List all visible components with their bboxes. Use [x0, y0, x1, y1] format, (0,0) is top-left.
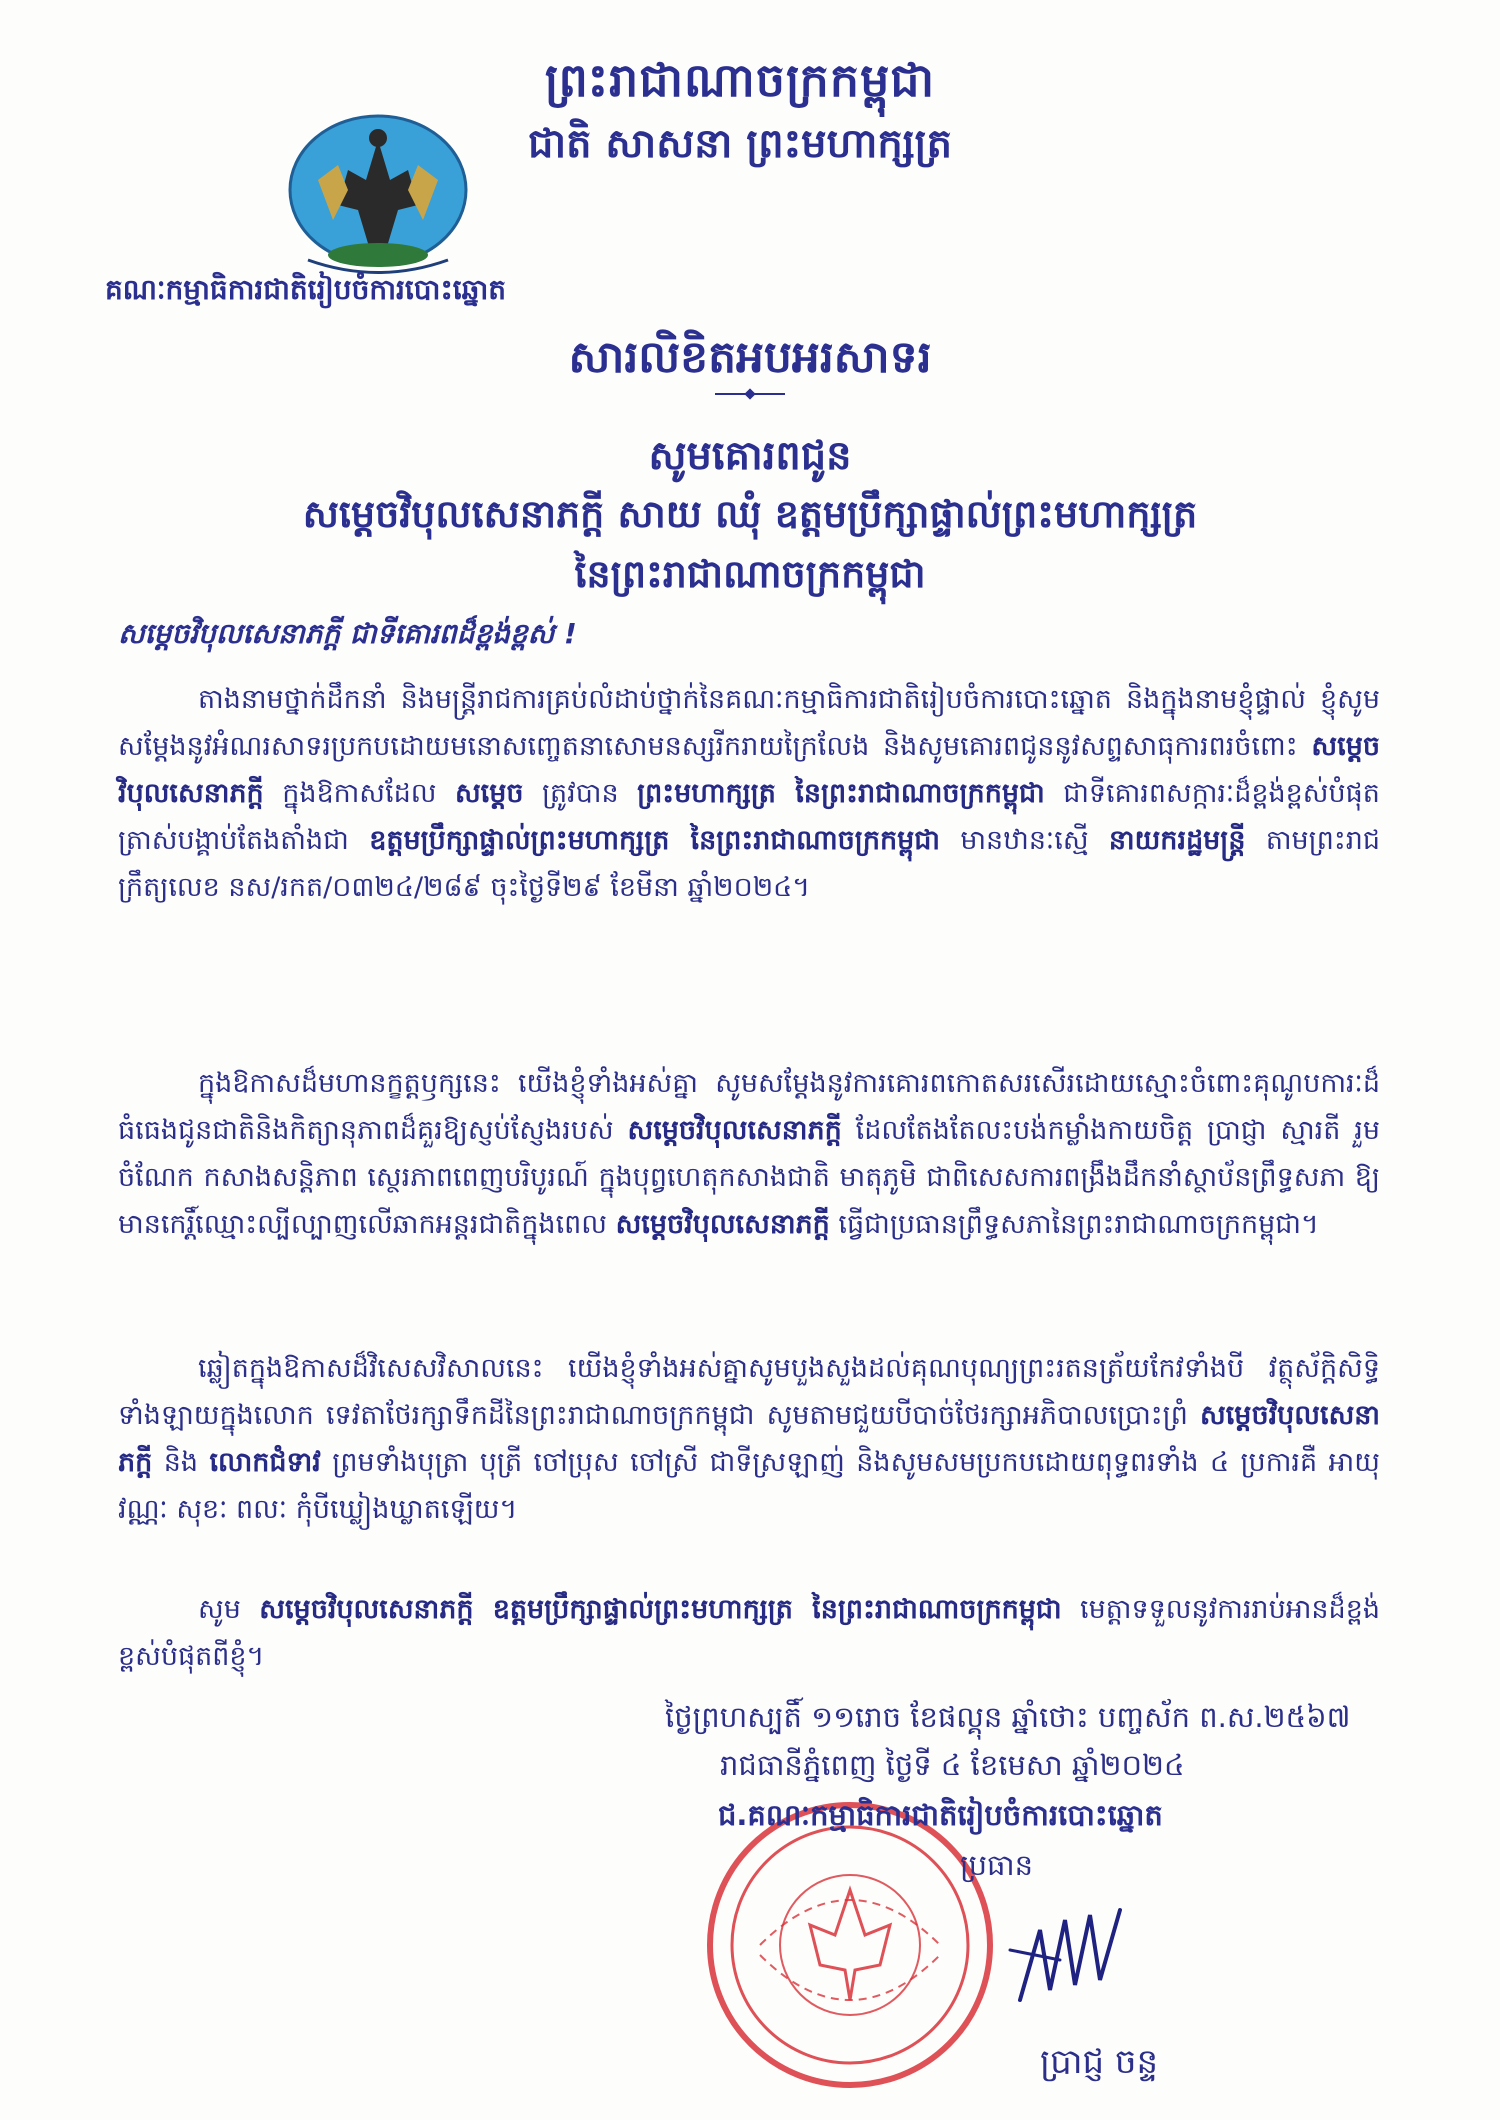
p1-bold-1: សម្តេចវិបុលសេនាភក្តី [118, 731, 1380, 809]
p3-bold-2: លោកជំទាវ [209, 1447, 321, 1478]
p1-bold-5: នាយករដ្ឋមន្ត្រី [1108, 825, 1246, 856]
p1-text-1: តាងនាមថ្នាក់ដឹកនាំ និងមន្ត្រីរាជការគ្រប់លំដាប់ថ្នាក់នៃគណៈកម្មាធិការជាតិរៀបចំការបោះឆ្នោត និងក្នុងនាមខ្ញុំផ្ទាល់ ខ្ញុំសូមសម្តែងនូវអំណរសាទរប្រកបដោយមនោសញ្ចេតនាសោមនស្សរីករាយក្រៃលែង និងសូមគោរពជូននូវសព្ទសាធុការពរចំពោះ [118, 684, 1380, 762]
p2-text-3: ធ្វើជាប្រធានព្រឹទ្ធសភានៃព្រះរាជាណាចក្រកម្ពុជា។ [838, 1209, 1319, 1240]
lunar-date: ថ្ងៃព្រហស្បតិ៍ ១១រោច ខែផល្គុន ឆ្នាំថោះ បញ្ចស័ក ព.ស.២៥៦៧ [665, 1700, 1351, 1734]
national-motto: ជាតិ សាសនា ព្រះមហាក្សត្រ [528, 121, 952, 167]
issuing-committee: គណៈកម្មាធិការជាតិរៀបចំការបោះឆ្នោត [105, 273, 507, 306]
p1-text-4: ជាទីគោរពសក្ការៈដ៏ខ្ពង់ខ្ពស់បំផុត ត្រាស់បង្គាប់តែងតាំងជា [118, 778, 1380, 856]
paragraph-4 [118, 1586, 1380, 1680]
official-seal-stamp [700, 1795, 1000, 2095]
signer-name: ប្រាជ្ញ ចន្ទ [1040, 2042, 1159, 2082]
signer-role: ប្រធាន [960, 1848, 1034, 1882]
kingdom-title: ព្រះរាជាណាចក្រកម្ពុជា [544, 53, 936, 107]
p2-text-1: ក្នុងឱកាសដ៏មហានក្ខត្តឫក្សនេះ យើងខ្ញុំទាំងអស់គ្នា សូមសម្តែងនូវការគោរពកោតសរសើរដោយស្មោះចំពោះគុណូបការៈដ៏ធំធេងជូនជាតិនិងកិត្យានុភាពដ៏គួរឱ្យស្ញប់ស្ញែងរបស់ [118, 1068, 1380, 1146]
addressee-greeting: សូមគោរពជូន [648, 433, 852, 479]
paragraph-2 [118, 1060, 1380, 1248]
signing-organization: ជ.គណៈកម្មាធិការជាតិរៀបចំការបោះឆ្នោត [718, 1798, 1163, 1832]
solar-date: រាជធានីភ្នំពេញ ថ្ងៃទី ៤ ខែមេសា ឆ្នាំ២០២៤ [720, 1748, 1185, 1782]
p4-bold-1: សម្តេចវិបុលសេនាភក្តី ឧត្តមប្រឹក្សាផ្ទាល់ព្រះមហាក្សត្រ នៃព្រះរាជាណាចក្រកម្ពុជា [259, 1594, 1062, 1625]
p1-text-2: ក្នុងឱកាសដែល [282, 778, 437, 809]
p3-text-2: និង [163, 1447, 198, 1478]
addressee-kingdom: នៃព្រះរាជាណាចក្រកម្ពុជា [574, 552, 926, 596]
p1-text-5: មានឋានៈស្មើ [960, 825, 1089, 856]
document-title: សារលិខិតអបអរសាទរ [568, 332, 932, 383]
paragraph-3 [118, 1345, 1380, 1533]
p4-text-2: មេត្តាទទួលនូវការរាប់អានដ៏ខ្ពង់ខ្ពស់បំផុតពីខ្ញុំ។ [118, 1594, 1380, 1672]
paragraph-1 [118, 676, 1380, 911]
salutation: សម្តេចវិបុលសេនាភក្តី ជាទីគោរពដ៏ខ្ពង់ខ្ពស់ ! [118, 617, 577, 650]
p2-bold-1: សម្តេចវិបុលសេនាភក្តី [627, 1115, 842, 1146]
handwritten-signature [1000, 1890, 1140, 2020]
p2-text-2: ដែលតែងតែលះបង់កម្លាំងកាយចិត្ត ប្រាជ្ញា ស្មារតី រួមចំណែក កសាងសន្តិភាព ស្ថេរភាពពេញបរិបូរណ៍ ក្នុងបុព្វហេតុកសាងជាតិ មាតុភូមិ ជាពិសេសការពង្រឹងដឹកនាំស្ថាប័នព្រឹទ្ធសភា ឱ្យមានកេរ្តិ៍ឈ្មោះល្បីល្បាញលើឆាកអន្តរជាតិក្នុងពេល [118, 1115, 1380, 1240]
p1-text-3: ត្រូវបាន [542, 778, 619, 809]
p1-bold-3: ព្រះមហាក្សត្រ នៃព្រះរាជាណាចក្រកម្ពុជា [637, 778, 1045, 809]
addressee-name: សម្តេចវិបុលសេនាភក្តី សាយ ឈុំ ឧត្តមប្រឹក្សាផ្ទាល់ព្រះមហាក្សត្រ [302, 492, 1198, 536]
p1-bold-2: សម្តេច [454, 778, 524, 809]
title-divider [715, 393, 785, 395]
p2-bold-2: សម្តេចវិបុលសេនាភក្តី [615, 1209, 830, 1240]
p3-bold-1: សម្តេចវិបុលសេនាភក្តី [118, 1400, 1380, 1478]
p3-text-1: ឆ្លៀតក្នុងឱកាសដ៏វិសេសវិសាលនេះ យើងខ្ញុំទាំងអស់គ្នាសូមបួងសួងដល់គុណបុណ្យព្រះរតនត្រ័យកែវទាំងបី វត្ថុស័ក្តិសិទ្ធិទាំងឡាយក្នុងលោក ទេវតាថែរក្សាទឹកដីនៃព្រះរាជាណាចក្រកម្ពុជា សូមតាមជួយបីបាច់ថែរក្សាអភិបាលប្រោះព្រំ [118, 1353, 1380, 1431]
p3-text-3: ព្រមទាំងបុត្រា បុត្រី ចៅប្រុស ចៅស្រី ជាទីស្រឡាញ់ និងសូមសមប្រកបដោយពុទ្ធពរទាំង ៤ ប្រការគឺ អាយុ វណ្ណៈ សុខៈ ពលៈ កុំបីឃ្លៀងឃ្លាតឡើយ។ [118, 1447, 1380, 1525]
p4-text-1: សូម [198, 1594, 241, 1625]
p1-text-6: តាមព្រះរាជក្រឹត្យលេខ នស/រកត/០៣២៤/២៨៩ ចុះថ្ងៃទី២៩ ខែមីនា ឆ្នាំ២០២៤។ [118, 825, 1380, 903]
p1-bold-4: ឧត្តមប្រឹក្សាផ្ទាល់ព្រះមហាក្សត្រ នៃព្រះរាជាណាចក្រកម្ពុជា [369, 825, 940, 856]
